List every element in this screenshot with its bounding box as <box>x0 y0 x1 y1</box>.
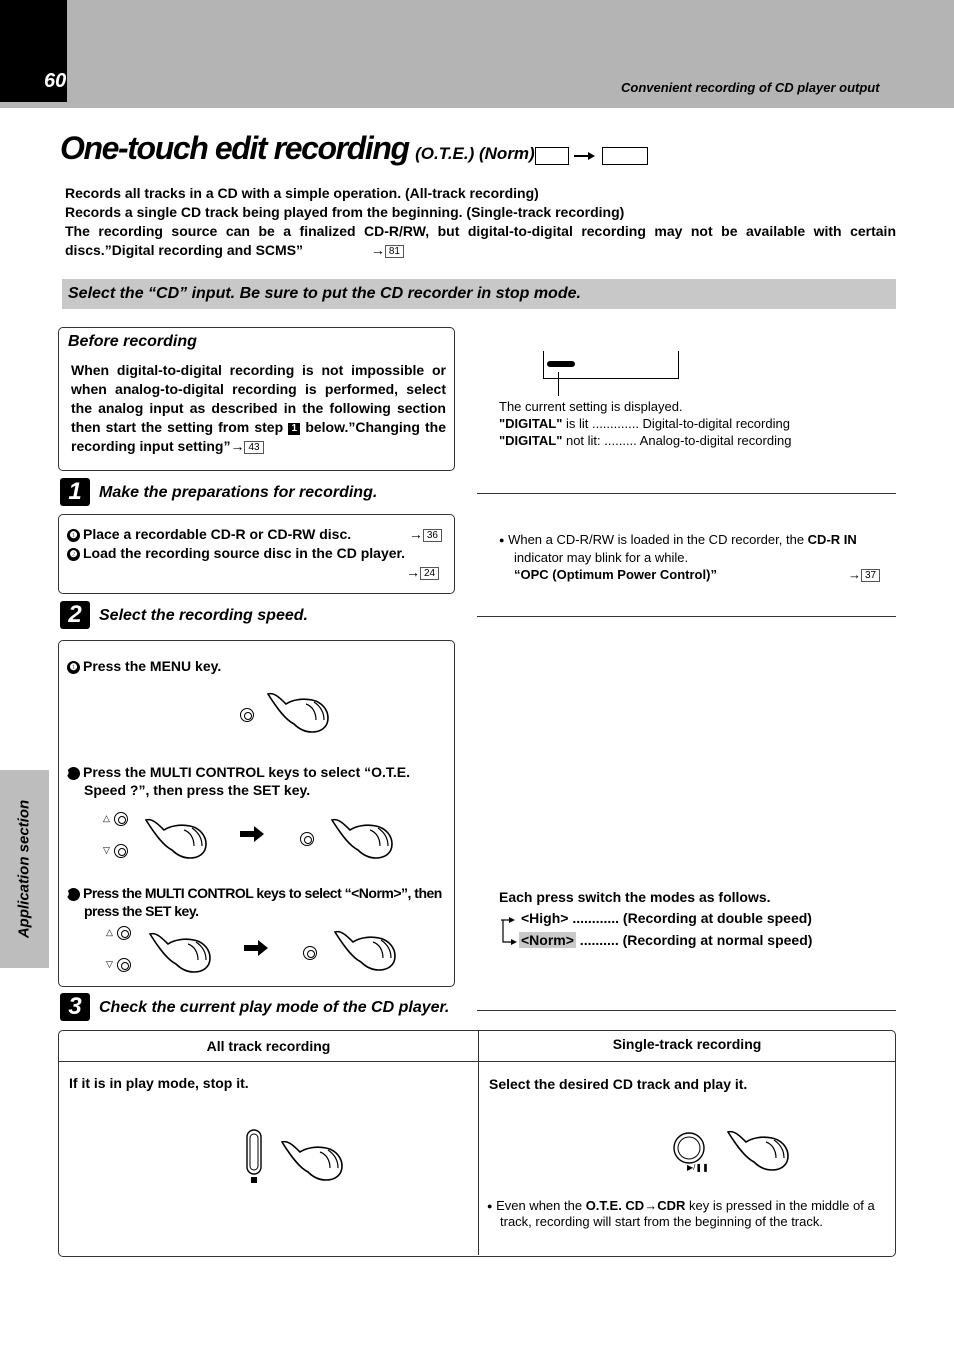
banner-text: Select the “CD” input. Be sure to put the CD recorder in stop mode. <box>68 285 581 302</box>
step-1-item-2-ref: → 24 <box>406 564 439 580</box>
table-column-divider <box>478 1031 479 1255</box>
mode-norm: <Norm> .......... (Recording at normal speed) <box>521 932 813 948</box>
page-number: 60 <box>44 70 67 92</box>
before-recording-title: Before recording <box>68 333 197 350</box>
multi-control-up-key-icon <box>114 812 128 826</box>
step-ref-badge: 1 <box>288 423 300 435</box>
step-2-heading: Select the recording speed. <box>99 607 308 624</box>
hand-press-icon <box>148 930 214 974</box>
mode-cycle-bracket-icon <box>499 912 517 946</box>
display-note: The current setting is displayed. "DIGITAL" is lit ............. Digital-to-digital recording "DIGITAL" not lit: ......... Analog-to-digital recording <box>499 399 792 448</box>
book-ref-icon: 36 <box>423 529 442 542</box>
up-triangle-icon: △ <box>103 813 110 823</box>
mode-high: <High> ............ (Recording at double speed) <box>521 910 812 926</box>
intro-line-3 <box>65 222 896 260</box>
arrow-right-icon <box>240 826 264 842</box>
play-pause-key-icon <box>672 1131 706 1165</box>
divider <box>477 493 896 494</box>
page-number-block <box>0 0 67 102</box>
step-2-item-2: ❷ Press the MULTI CONTROL keys to select “O.T.E. Speed ?”, then press the SET key. <box>60 764 411 798</box>
divider <box>477 1010 896 1011</box>
intro-line-2: Records a single CD track being played from the beginning. (Single-track recording) <box>65 204 625 220</box>
title-box-left <box>535 147 569 165</box>
stop-key-icon <box>245 1128 263 1184</box>
play-pause-label: ▶/❚❚ <box>687 1163 709 1172</box>
col-header-single-track: Single-track recording <box>612 1036 762 1052</box>
hand-press-icon <box>266 690 332 734</box>
menu-key-icon <box>240 708 254 722</box>
step-1-badge: 1 <box>60 478 90 506</box>
single-track-instruction: Select the desired CD track and play it. <box>489 1076 748 1092</box>
book-ref-icon: 81 <box>385 245 404 258</box>
step-3-badge: 3 <box>60 993 90 1021</box>
before-recording-text: When digital-to-digital recording is not impossible or when analog-to-digital recording is performed, select the analog input as described in the following section then start the setting from step 1 below.”Changing the recording input setting”→ 43 <box>71 362 447 454</box>
table-header-divider <box>59 1061 895 1062</box>
step-2-item-1: ❶ Press the MENU key. <box>67 658 221 674</box>
title-sub: (O.T.E.) (Norm) <box>415 144 535 163</box>
step-1-heading: Make the preparations for recording. <box>99 484 378 501</box>
instruction-banner <box>62 279 896 309</box>
intro-text: The recording source can be a finalized CD-R/RW, but digital-to-digital recording may not be available with certain discs.”Digital recording and SCMS” <box>65 223 896 258</box>
modes-heading: Each press switch the modes as follows. <box>499 889 771 905</box>
hand-press-icon <box>726 1128 792 1172</box>
step-2-item-3: ❸ Press the MULTI CONTROL keys to select “<Norm>”, then press the SET key. <box>61 885 442 919</box>
hand-press-icon <box>333 928 399 972</box>
set-key-icon <box>303 946 317 960</box>
digital-indicator-bar <box>547 361 575 367</box>
multi-control-up-key-icon <box>117 926 131 940</box>
col-header-all-track: All track recording <box>206 1038 331 1054</box>
book-ref-icon: 37 <box>861 569 880 582</box>
step-3-note: ● Even when the O.T.E. CD→CDR key is pressed in the middle of a track, recording will start from the beginning of the track. <box>487 1198 875 1229</box>
running-title: Convenient recording of CD player output <box>621 80 880 95</box>
down-triangle-icon: ▽ <box>106 959 113 969</box>
side-tab <box>0 770 49 968</box>
down-triangle-icon: ▽ <box>103 845 110 855</box>
all-track-instruction: If it is in play mode, stop it. <box>69 1075 249 1091</box>
hand-press-icon <box>144 816 210 860</box>
step-3-heading: Check the current play mode of the CD player. <box>99 999 450 1016</box>
arrow-right-icon <box>244 940 268 956</box>
up-triangle-icon: △ <box>106 927 113 937</box>
step-1-item-2: ❷ Load the recording source disc in the CD player. <box>67 545 405 561</box>
intro-line-1: Records all tracks in a CD with a simple operation. (All-track recording) <box>65 185 539 201</box>
multi-control-down-key-icon <box>117 958 131 972</box>
title-box-right <box>602 147 648 165</box>
arrow-right-icon <box>574 151 596 161</box>
set-key-icon <box>300 832 314 846</box>
divider <box>477 616 896 617</box>
bullet-icon: ● <box>487 1201 493 1211</box>
side-tab-label: Application section <box>15 799 33 939</box>
indicator-leader-line <box>558 372 559 396</box>
hand-press-icon <box>330 816 396 860</box>
intro-ref-arrow: → <box>370 242 385 258</box>
hand-press-icon <box>280 1138 346 1182</box>
title-main: One-touch edit recording <box>60 130 409 166</box>
step-1-note: ● When a CD-R/RW is loaded in the CD recorder, the CD-R IN indicator may blink for a while. “OPC (Optimum Power Control)” → 37 <box>499 531 894 583</box>
step-1-item-1: ❶ Place a recordable CD-R or CD-RW disc. → 36 <box>67 526 442 542</box>
book-ref-icon: 43 <box>244 441 263 454</box>
book-ref-icon: 24 <box>420 567 439 580</box>
page-title <box>60 130 535 167</box>
bullet-icon: ● <box>499 535 505 545</box>
multi-control-down-key-icon <box>114 844 128 858</box>
step-2-badge: 2 <box>60 601 90 629</box>
